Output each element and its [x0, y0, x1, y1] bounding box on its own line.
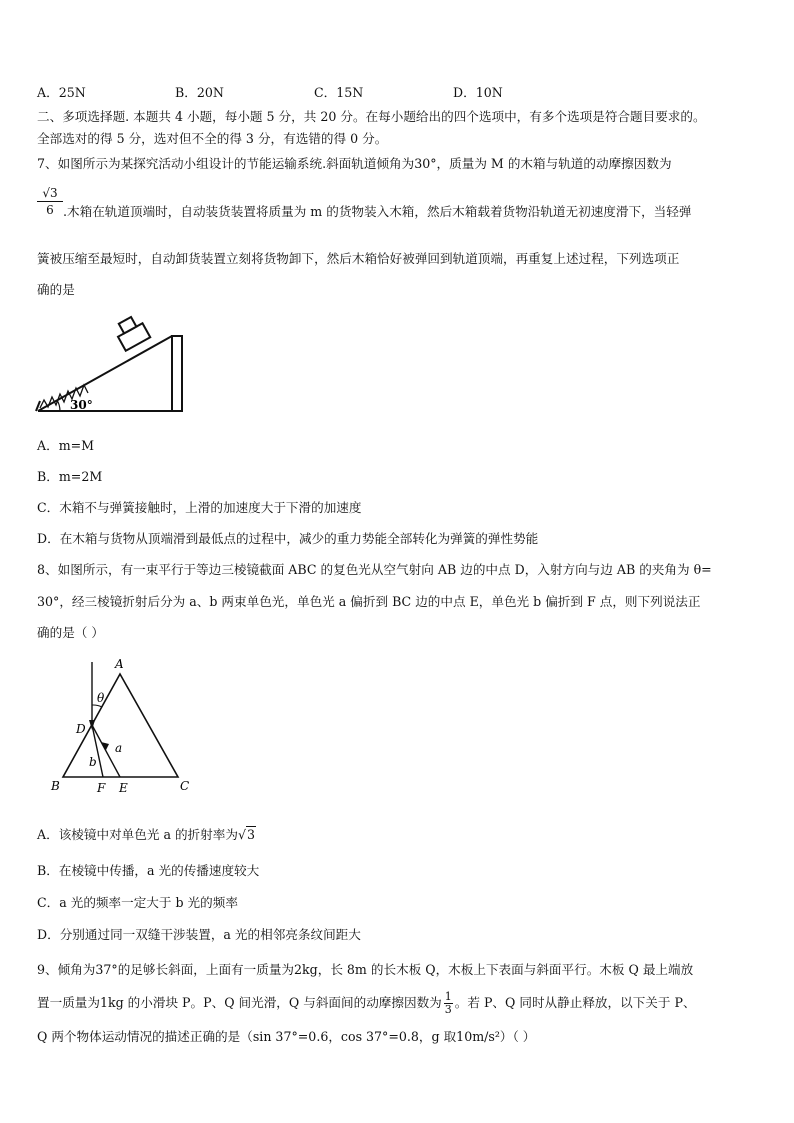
q7-line2: .木箱在轨道顶端时，自动装货装置将质量为 m 的货物装入木箱，然后木箱载着货物沿轨道无初速度滑下，当轻弹 — [63, 204, 692, 219]
q9-line2 — [37, 990, 696, 1016]
q7-option-c: C．木箱不与弹簧接触时，上滑的加速度大于下滑的加速度 — [37, 500, 362, 515]
q8-line3: 确的是（ ） — [37, 625, 104, 640]
q7-option-a: A．m=M — [37, 438, 95, 453]
q7-incline-figure — [30, 308, 190, 418]
q6-option-c: C．15N — [314, 85, 364, 100]
q9-line2a: 置一质量为1kg 的小滑块 P。P、Q 间光滑，Q 与斜面间的动摩擦因数为 — [37, 995, 442, 1010]
q8-label-c: C — [180, 779, 190, 793]
q8-option-d: D．分别通过同一双缝干涉装置，a 光的相邻亮条纹间距大 — [37, 927, 361, 942]
q8-label-d: D — [76, 722, 86, 736]
q8-line1: 8、如图所示，有一束平行于等边三棱镜截面 ABC 的复色光从空气射向 AB 边的中点 D，入射方向与边 AB 的夹角为 θ= — [37, 562, 712, 577]
q8-label-b: B — [51, 779, 60, 793]
q7-line3: 簧被压缩至最短时，自动卸货装置立刻将货物卸下，然后木箱恰好被弹回到轨道顶端，再重复上述过程，下列选项正 — [37, 251, 680, 266]
q9-line2b: 。若 P、Q 同时从静止释放，以下关于 P、 — [454, 995, 696, 1010]
q8-option-a — [37, 826, 256, 844]
q7-friction-fraction — [37, 186, 63, 217]
q6-option-d: D．10N — [453, 85, 503, 100]
q7-option-d: D．在木箱与货物从顶端滑到最低点的过程中，减少的重力势能全部转化为弹簧的弹性势能 — [37, 531, 539, 546]
q8-label-e: E — [119, 781, 128, 795]
q9-friction-fraction — [444, 991, 453, 1016]
q7-frac-den: 6 — [46, 203, 54, 217]
q8-sqrt-symbol: √ — [237, 827, 246, 842]
q7-line1: 7、如图所示为某探究活动小组设计的节能运输系统.斜面轨道倾角为30°，质量为 M 的木箱与轨道的动摩擦因数为 — [37, 156, 672, 171]
q8-label-a: A — [115, 657, 124, 671]
q8-label-f: F — [97, 781, 106, 795]
q6-option-b: B．20N — [175, 85, 224, 100]
section2-line2: 全部选对的得 5 分，选对但不全的得 3 分，有选错的得 0 分。 — [37, 131, 388, 146]
q9-frac-num: 1 — [444, 990, 452, 1003]
q6-options — [37, 82, 757, 100]
q8-theta-label: θ — [97, 691, 105, 705]
q7-line4: 确的是 — [37, 282, 75, 297]
q8-line2: 30°，经三棱镜折射后分为 a、b 两束单色光，单色光 a 偏折到 BC 边的中点 E，单色光 b 偏折到 F 点，则下列说法正 — [37, 594, 701, 609]
q8-option-c: C．a 光的频率一定大于 b 光的频率 — [37, 895, 238, 910]
q9-line3: Q 两个物体运动情况的描述正确的是（sin 37°=0.6，cos 37°=0.8，g 取10m/s²）（ ） — [37, 1029, 536, 1044]
q8-option-a-math: 3 — [246, 827, 255, 842]
q7-frac-num: √3 — [37, 186, 63, 202]
q9-frac-den: 3 — [444, 1003, 452, 1016]
q8-prism-figure — [45, 650, 205, 800]
q8-option-b: B．在棱镜中传播，a 光的传播速度较大 — [37, 863, 260, 878]
q8-ray-a-label: a — [115, 741, 123, 755]
q7-option-b: B．m=2M — [37, 469, 103, 484]
q8-ray-b-label: b — [89, 755, 97, 769]
q6-option-a: A．25N — [37, 85, 86, 100]
q8-option-a-text: A．该棱镜中对单色光 a 的折射率为 — [37, 827, 238, 842]
section2-line1: 二、多项选择题. 本题共 4 小题，每小题 5 分，共 20 分。在每小题给出的四个选项中，有多个选项是符合题目要求的。 — [37, 109, 706, 124]
q9-line1: 9、倾角为37°的足够长斜面，上面有一质量为2kg，长 8m 的长木板 Q，木板上下表面与斜面平行。木板 Q 最上端放 — [37, 962, 694, 977]
q7-angle-label: 30° — [70, 398, 93, 412]
